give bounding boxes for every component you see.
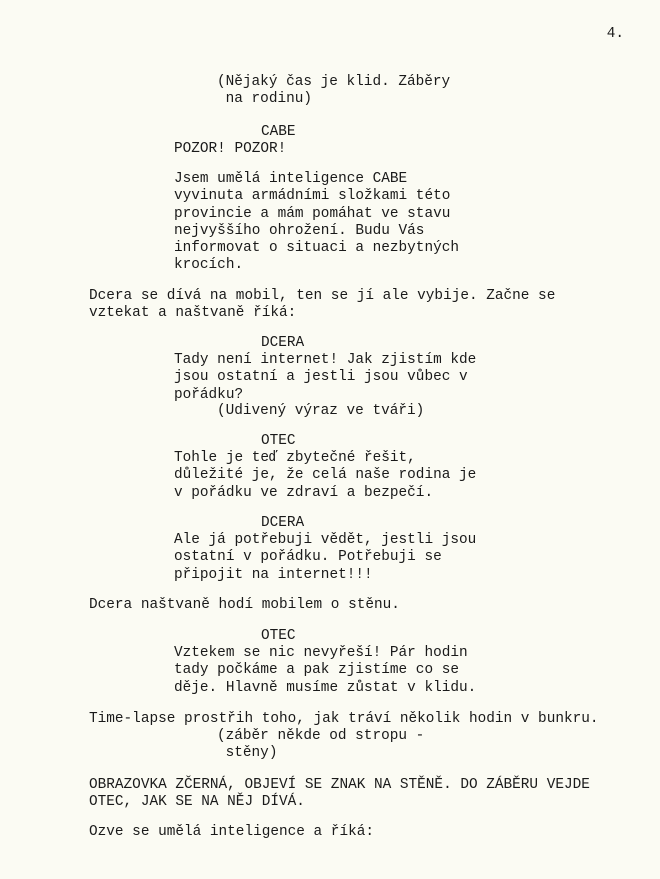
dialogue-dcera-pripojit: Ale já potřebuji vědět, jestli jsou ostatní v pořádku. Potřebuji se připojit na internet!!!: [174, 532, 477, 583]
dialogue-cabe-pozor: POZOR! POZOR!: [174, 141, 287, 157]
character-otec-1: OTEC: [261, 433, 296, 449]
parenthetical-zaber: (záběr někde od stropu - stěny): [217, 728, 425, 762]
action-time-lapse: Time-lapse prostřih toho, jak tráví několik hodin v bunkru.: [89, 711, 599, 727]
page-number: 4.: [606, 26, 624, 42]
parenthetical-udiveny: (Udivený výraz ve tváři): [217, 403, 425, 419]
dialogue-otec-vztekem: Vztekem se nic nevyřeší! Pár hodin tady počkáme a pak zjistíme co se děje. Hlavně musíme zůstat v klidu.: [174, 645, 477, 696]
dialogue-cabe-intro: Jsem umělá inteligence CABE vyvinuta armádními složkami této provincie a mám pomáhat ve stavu nejvyššího ohrožení. Budu Vás informovat o situaci a nezbytných krocích.: [174, 171, 459, 274]
character-dcera-2: DCERA: [261, 515, 305, 531]
action-ozve-se: Ozve se umělá inteligence a říká:: [89, 824, 374, 840]
character-otec-2: OTEC: [261, 628, 296, 644]
action-dcera-mobil: Dcera se dívá na mobil, ten se jí ale vybije. Začne se vztekat a naštvaně říká:: [89, 288, 556, 322]
character-dcera-1: DCERA: [261, 335, 305, 351]
parenthetical-rodina: (Nějaký čas je klid. Záběry na rodinu): [217, 74, 451, 108]
action-dcera-hodi: Dcera naštvaně hodí mobilem o stěnu.: [89, 597, 400, 613]
dialogue-otec-bezpeci: Tohle je teď zbytečné řešit, důležité je, že celá naše rodina je v pořádku ve zdraví a bezpečí.: [174, 450, 477, 501]
character-cabe: CABE: [261, 124, 296, 140]
dialogue-dcera-internet: Tady není internet! Jak zjistím kde jsou ostatní a jestli jsou vůbec v pořádku?: [174, 352, 477, 403]
action-obrazovka: OBRAZOVKA ZČERNÁ, OBJEVÍ SE ZNAK NA STĚNĚ. DO ZÁBĚRU VEJDE OTEC, JAK SE NA NĚJ DÍVÁ.: [89, 777, 590, 811]
